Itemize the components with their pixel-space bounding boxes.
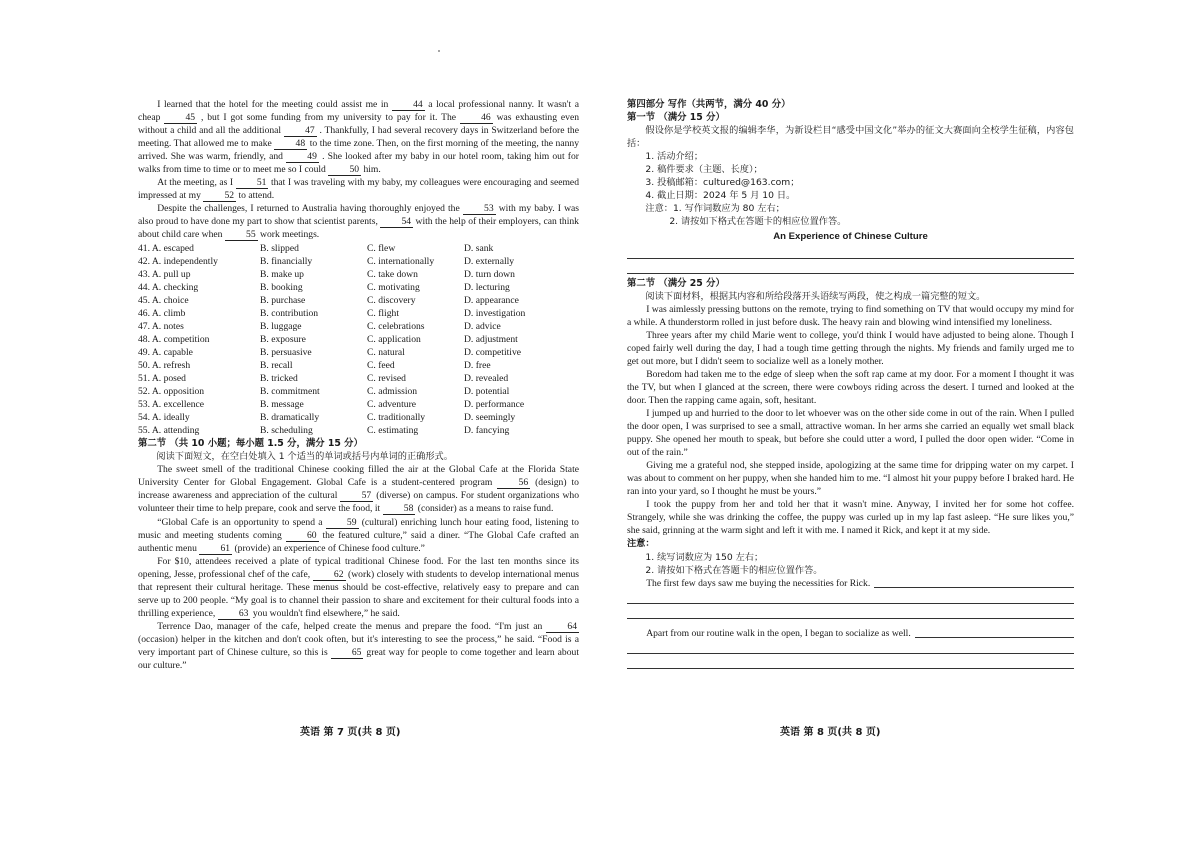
story-paragraph: Three years after my child Marie went to college, you'd think I would have adjusted to being alone. Though I coped fairly well during the day, I had a tough time getting through the nights. My friends and family urged me to get out more, but I didn't seem to socialize well as a lonely mother. bbox=[627, 329, 1074, 367]
passage-text: that I was traveling with my baby, my colleagues were encouraging and seemed impressed at my bbox=[138, 177, 579, 202]
blank-number: 60 bbox=[286, 530, 319, 542]
option-choice: D. turn down bbox=[464, 268, 515, 280]
option-choice: 41. A. escaped bbox=[138, 242, 194, 254]
passage-text: The sweet smell of the traditional Chinese cooking filled the air at the Global Cafe at the Florida State University Center for Global Engagement. Global Cafe is a student-centered program bbox=[138, 464, 579, 489]
passage-text: to the time zone. Then, on the first morning of the meeting, the nanny arrived. She was warm, friendly, and bbox=[138, 138, 580, 163]
option-choice: 44. A. checking bbox=[138, 281, 199, 293]
writing-section1-prompt: 假设你是学校英文报的编辑李华，为新设栏目“感受中国文化”举办的征文大赛面向全校学生征稿，内容包括： bbox=[627, 125, 1074, 150]
option-choice: 43. A. pull up bbox=[138, 268, 191, 280]
continuation-lead-1-text: The first few days saw me buying the necessities for Rick. bbox=[646, 577, 871, 589]
option-choice: B. persuasive bbox=[260, 346, 312, 358]
passage-text: you wouldn't find elsewhere,” he said. bbox=[252, 607, 400, 619]
story-text bbox=[627, 303, 1074, 538]
option-choice: B. exposure bbox=[260, 333, 306, 345]
option-choice: D. revealed bbox=[464, 372, 509, 384]
option-choice: B. luggage bbox=[260, 320, 302, 332]
writing-section2-heading: 第二节 （满分 25 分） bbox=[627, 277, 725, 289]
option-choice: C. natural bbox=[367, 346, 405, 358]
option-choice: B. slipped bbox=[260, 242, 299, 254]
writing-requirement-item: 2. 稿件要求（主题、长度）； bbox=[645, 164, 763, 176]
writing-section1-items bbox=[627, 150, 1074, 202]
option-choice: D. performance bbox=[464, 399, 525, 411]
blank-number: 51 bbox=[236, 177, 269, 189]
cloze-paragraph-3 bbox=[138, 202, 579, 241]
right-page bbox=[627, 98, 1074, 672]
blank-number: 58 bbox=[383, 503, 416, 515]
writing-section2-note-2: 2. 请按如下格式在答题卡的相应位置作答。 bbox=[645, 564, 823, 576]
blank-number: 54 bbox=[380, 216, 413, 228]
option-choice: D. seemingly bbox=[464, 412, 516, 424]
blank-number: 59 bbox=[326, 517, 359, 529]
passage-text: work meetings. bbox=[260, 229, 320, 241]
option-choice: B. commitment bbox=[260, 386, 320, 398]
option-choice: D. externally bbox=[464, 255, 515, 267]
option-choice: C. estimating bbox=[367, 425, 419, 437]
blank-number: 61 bbox=[199, 543, 232, 555]
cloze-paragraph-1 bbox=[138, 98, 579, 176]
grammar-paragraph-3 bbox=[138, 555, 579, 620]
option-choice: C. flew bbox=[367, 242, 396, 254]
option-choice: 51. A. posed bbox=[138, 372, 186, 384]
option-choice: C. flight bbox=[367, 307, 399, 319]
writing-section2-notes-label: 注意： bbox=[627, 538, 655, 550]
story-paragraph: Boredom had taken me to the edge of sleep when the soft rap came at my door. For a moment I thought it was the TV, but when I glanced at the screen, there were cowboys riding across the desert. I turned and looked at the door. Then the rapping came again, soft, hesitant. bbox=[627, 368, 1074, 406]
option-choice: D. potential bbox=[464, 386, 510, 398]
option-choice: B. booking bbox=[260, 281, 303, 293]
continuation-lead-1 bbox=[627, 577, 1074, 590]
story-paragraph: I jumped up and hurried to the door to let whoever was on the other side come in out of the rain. When I pulled the door open, I was surprised to see a small, attractive woman. In her arms she carried an equally wet small black puppy. She opened her mouth to speak, but before she could utter a word, I pulled the door open wider. “Come in out of the rain.” bbox=[627, 407, 1074, 459]
passage-text: (provide) an experience of Chinese food culture.” bbox=[234, 542, 425, 554]
option-choice: C. motivating bbox=[367, 281, 420, 293]
option-choice: 49. A. capable bbox=[138, 346, 193, 358]
part4-heading: 第四部分 写作（共两节，满分 40 分） bbox=[627, 99, 791, 110]
writing-section1-note-2: 2. 请按如下格式在答题卡的相应位置作答。 bbox=[669, 216, 847, 228]
passage-text: (work) closely with students to develop international menus that represent their cultural heritage. These menus should be cost-effective, relatively easy to prepare and can serve up to 200 people. “My goal is to channel their passion to share and excitement for their cultural foods into a thrilling experience, bbox=[138, 568, 579, 619]
blank-number: 57 bbox=[340, 490, 373, 502]
option-choice: C. discovery bbox=[367, 294, 416, 306]
cloze-options bbox=[138, 242, 579, 438]
writing-section1-heading: 第一节 （满分 15 分） bbox=[627, 112, 725, 124]
option-choice: D. advice bbox=[464, 320, 501, 332]
option-choice: 52. A. opposition bbox=[138, 386, 205, 398]
grammar-paragraph-1 bbox=[138, 463, 579, 515]
option-choice: D. investigation bbox=[464, 307, 526, 319]
section2-heading: 第二节 （共 10 小题；每小题 1.5 分，满分 15 分） bbox=[138, 438, 363, 450]
option-choice: D. appearance bbox=[464, 294, 519, 306]
passage-text: the featured culture,” said a diner. “The Global Cafe crafted an authentic menu bbox=[138, 529, 579, 554]
passage-text: “Global Cafe is an opportunity to spend a bbox=[157, 516, 323, 528]
option-choice: 55. A. attending bbox=[138, 425, 200, 437]
passage-text: great way for people to come together and learn about our culture.” bbox=[138, 646, 579, 672]
essay-title: An Experience of Chinese Culture bbox=[773, 231, 928, 243]
passage-text: with the help of their employers, can think about child care when bbox=[138, 216, 579, 241]
option-choice: 47. A. notes bbox=[138, 320, 184, 332]
passage-text: (occasion) helper in the kitchen and don't cook often, but it's interesting to see the process,” he said. “Food is a very important part of Chinese culture, so this is bbox=[138, 633, 579, 658]
option-choice: C. traditionally bbox=[367, 412, 426, 424]
blank-number: 47 bbox=[284, 125, 317, 137]
writing-section2-note-1: 1. 续写词数应为 150 左右； bbox=[645, 551, 764, 563]
option-choice: C. revised bbox=[367, 372, 406, 384]
page-8-footer: 英语 第 8 页(共 8 页) bbox=[780, 727, 881, 738]
option-choice: 46. A. climb bbox=[138, 307, 186, 319]
blank-number: 46 bbox=[460, 112, 493, 124]
cloze-paragraph-2 bbox=[138, 176, 579, 202]
option-choice: C. admission bbox=[367, 386, 418, 398]
passage-text: (consider) as a means to raise fund. bbox=[417, 503, 554, 515]
option-choice: C. take down bbox=[367, 268, 418, 280]
passage-text: Despite the challenges, I returned to Australia having thoroughly enjoyed the bbox=[157, 203, 460, 215]
option-choice: C. internationally bbox=[367, 255, 435, 267]
option-choice: 48. A. competition bbox=[138, 333, 210, 345]
writing-requirement-item: 1. 活动介绍； bbox=[645, 151, 704, 163]
story-paragraph: Giving me a grateful nod, she stepped inside, apologizing at the same time for dripping water on my carpet. I was about to comment on her puppy, when she handed him to me. “I almost hit your puppy before I braked hard. He ran into your yard, so I thought he must be yours.” bbox=[627, 460, 1074, 498]
page-7-footer: 英语 第 7 页(共 8 页) bbox=[300, 727, 401, 738]
blank-number: 55 bbox=[225, 229, 258, 241]
blank-number: 44 bbox=[392, 99, 425, 111]
passage-text: a local professional nanny. It wasn't a cheap bbox=[138, 99, 579, 124]
option-choice: B. financially bbox=[260, 255, 313, 267]
option-choice: D. lecturing bbox=[464, 281, 510, 293]
grammar-paragraph-2 bbox=[138, 516, 579, 555]
option-choice: 50. A. refresh bbox=[138, 359, 191, 371]
section2-instruction: 阅读下面短文，在空白处填入 1 个适当的单词或括号内单词的正确形式。 bbox=[156, 451, 453, 463]
blank-number: 53 bbox=[463, 203, 496, 215]
option-choice: B. contribution bbox=[260, 307, 319, 319]
blank-number: 50 bbox=[328, 164, 361, 176]
blank-number: 52 bbox=[203, 190, 236, 202]
option-choice: B. recall bbox=[260, 359, 293, 371]
writing-requirement-item: 3. 投稿邮箱：cultured@163.com； bbox=[645, 177, 800, 189]
option-choice: 42. A. independently bbox=[138, 255, 218, 267]
passage-text: For $10, attendees received a plate of typical traditional Chinese food. For the last ten months since its opening, Jesse, professional chef of the cafe, bbox=[138, 555, 579, 580]
option-choice: D. free bbox=[464, 359, 491, 371]
option-choice: C. celebrations bbox=[367, 320, 425, 332]
grammar-paragraph-4 bbox=[138, 620, 579, 672]
option-choice: C. adventure bbox=[367, 399, 417, 411]
passage-text: . She looked after my baby in our hotel room, taking him out for walks from time to time or to meet me so I could bbox=[138, 151, 579, 176]
option-choice: C. application bbox=[367, 333, 421, 345]
scan-speck bbox=[438, 50, 440, 52]
option-choice: B. dramatically bbox=[260, 412, 320, 424]
answer-line bbox=[627, 607, 1074, 619]
option-choice: D. fancying bbox=[464, 425, 510, 437]
option-choice: B. make up bbox=[260, 268, 304, 280]
passage-text: Terrence Dao, manager of the cafe, helped create the menus and prepare the food. “I'm just an bbox=[157, 620, 543, 632]
story-paragraph: I was aimlessly pressing buttons on the remote, trying to find something on TV that would occupy my mind for a while. A thunderstorm rolled in just before dusk. The heavy rain and blowing wind intensified my loneliness. bbox=[627, 303, 1074, 328]
blank-number: 56 bbox=[497, 477, 530, 489]
passage-text: . Thankfully, I had several recovery days in Switzerland before the meeting. That allowed me to make bbox=[138, 125, 579, 150]
writing-section1-note-1: 注意：1. 写作词数应为 80 左右； bbox=[645, 203, 785, 215]
option-choice: B. scheduling bbox=[260, 425, 313, 437]
option-choice: D. adjustment bbox=[464, 333, 518, 345]
writing-section2-prompt: 阅读下面材料，根据其内容和所给段落开头语续写两段，使之构成一篇完整的短文。 bbox=[645, 290, 986, 302]
passage-text: (diverse) on campus. For student organizations who volunteer their time to help prepare, cook and serve the food, it bbox=[138, 490, 579, 515]
blank-number: 63 bbox=[218, 608, 251, 620]
option-choice: 53. A. excellence bbox=[138, 399, 205, 411]
blank-number: 65 bbox=[331, 647, 364, 659]
option-choice: B. message bbox=[260, 399, 304, 411]
passage-text: I learned that the hotel for the meeting could assist me in bbox=[157, 99, 389, 110]
answer-line bbox=[627, 657, 1074, 669]
option-choice: D. sank bbox=[464, 242, 494, 254]
story-paragraph: I took the puppy from her and told her that it wasn't mine. Anyway, I invited her for some hot coffee. Strangely, while she was drinking the coffee, the puppy was curled up in my lap fast asleep. “He sure likes you,” she said, grinning at the warm sight and left it with me. I named it Rick, and kept it at my side. bbox=[627, 499, 1074, 537]
option-choice: D. competitive bbox=[464, 346, 522, 358]
blank-number: 48 bbox=[274, 138, 307, 150]
answer-line bbox=[627, 247, 1074, 259]
writing-requirement-item: 4. 截止日期：2024 年 5 月 10 日。 bbox=[645, 190, 796, 202]
answer-line bbox=[627, 262, 1074, 274]
continuation-lead-2-text: Apart from our routine walk in the open, I began to socialize as well. bbox=[646, 627, 911, 639]
passage-text: was exhausting even without a child and all the additional bbox=[138, 112, 580, 137]
option-choice: B. tricked bbox=[260, 372, 298, 384]
passage-text: At the meeting, as I bbox=[157, 177, 234, 189]
blank-number: 49 bbox=[286, 151, 319, 163]
blank-number: 62 bbox=[313, 569, 346, 581]
passage-text: (cultural) enriching lunch hour eating food, listening to music and meeting students coming bbox=[138, 516, 579, 541]
option-choice: 45. A. choice bbox=[138, 294, 189, 306]
passage-text: to attend. bbox=[238, 190, 275, 202]
passage-text: with my baby. I was also proud to have done my part to show that scientist parents, bbox=[138, 203, 579, 228]
answer-line bbox=[627, 592, 1074, 604]
left-page bbox=[138, 98, 579, 672]
passage-text: him. bbox=[363, 164, 381, 176]
blank-number: 45 bbox=[164, 112, 197, 124]
answer-line bbox=[627, 642, 1074, 654]
continuation-lead-2 bbox=[627, 627, 1074, 640]
blank-number: 64 bbox=[546, 621, 579, 633]
passage-text: (design) to increase awareness and appreciation of the cultural bbox=[138, 477, 579, 502]
option-choice: C. feed bbox=[367, 359, 395, 371]
passage-text: , but I got some funding from my university to pay for it. The bbox=[200, 112, 457, 124]
option-choice: B. purchase bbox=[260, 294, 306, 306]
option-choice: 54. A. ideally bbox=[138, 412, 190, 424]
